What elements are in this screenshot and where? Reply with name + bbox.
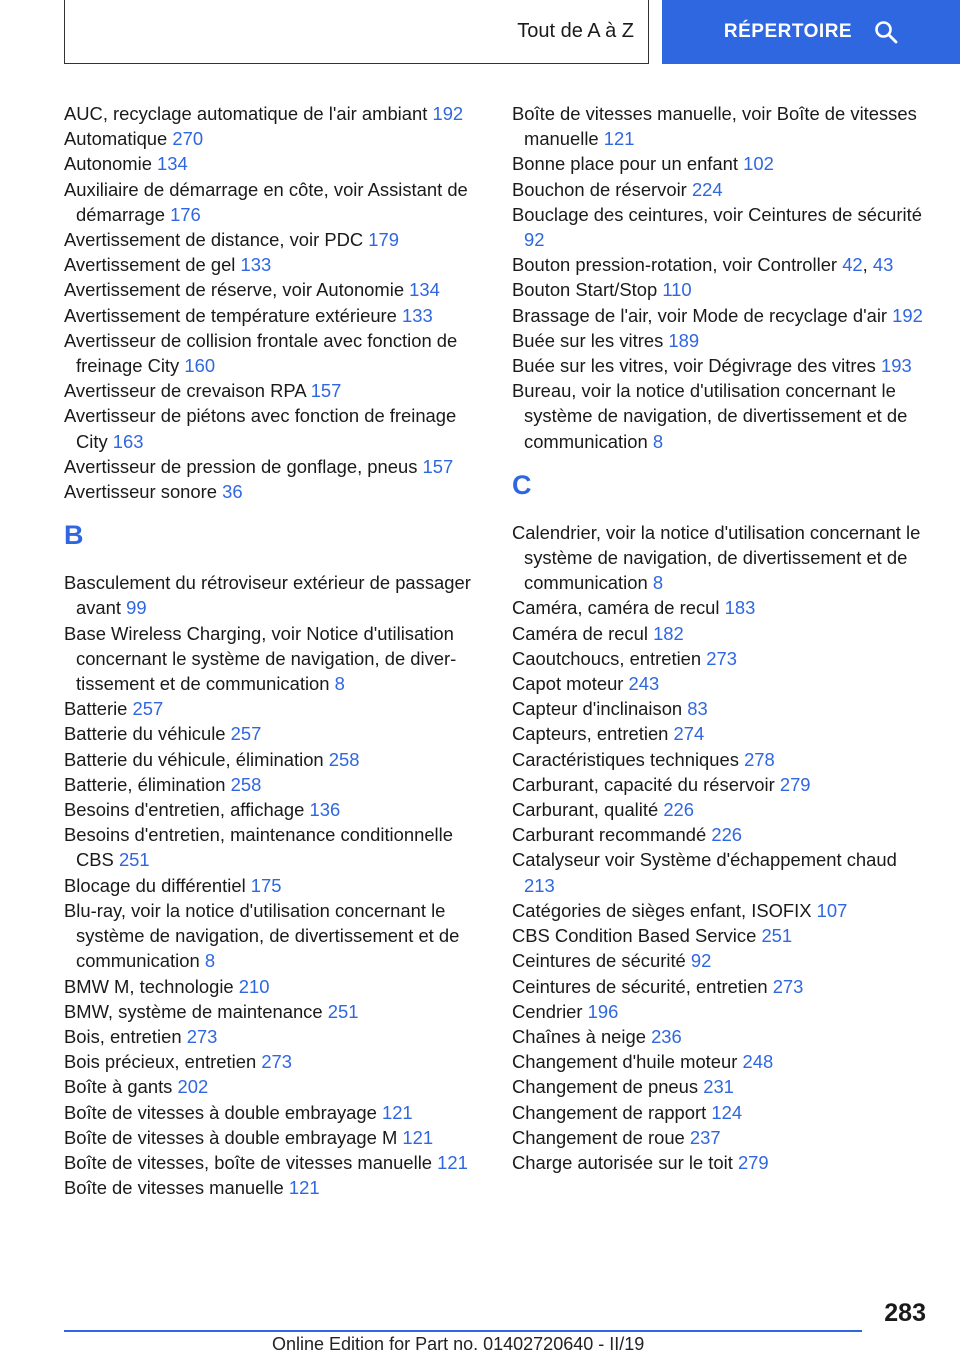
page-link[interactable]: 273	[772, 975, 804, 997]
page-link[interactable]: 121	[402, 1126, 434, 1148]
page-link[interactable]: 42	[842, 254, 863, 276]
index-letter-heading: C	[512, 469, 532, 500]
index-entry	[512, 177, 932, 202]
page-link[interactable]: 213	[524, 874, 555, 896]
index-entry-text: BMW, système de maintenance	[64, 1000, 323, 1022]
page-link[interactable]: 83	[687, 698, 708, 720]
index-entry	[64, 570, 484, 620]
index-entry-text: Caméra, caméra de recul	[512, 597, 720, 619]
page-link[interactable]: 8	[204, 950, 216, 972]
index-entry-text: Cendrier	[512, 1000, 583, 1022]
index-entry	[64, 303, 484, 328]
index-entry	[64, 1175, 484, 1200]
page-link[interactable]: 231	[703, 1076, 734, 1098]
index-entry	[64, 721, 484, 746]
page-link[interactable]: 8	[652, 572, 664, 594]
index-tab[interactable]	[662, 0, 960, 64]
page-link[interactable]: 43	[872, 254, 894, 276]
index-entry-text: Avertissement de réserve, voir Autonomie	[64, 279, 405, 301]
index-entry-text: Boîte de vitesses, boîte de vitesses manuelle	[64, 1151, 433, 1173]
index-entry	[64, 1100, 484, 1125]
index-entry-text: BMW M, technologie	[64, 975, 234, 997]
index-entry	[512, 520, 932, 596]
index-entry-text: Basculement du rétroviseur extérieur de passager avant	[64, 572, 471, 619]
page-link[interactable]: 192	[432, 103, 464, 124]
index-entry	[512, 277, 932, 302]
index-entry-text: Batterie du véhicule, élimination	[64, 748, 324, 770]
page-link[interactable]: 279	[737, 1151, 769, 1173]
page-link[interactable]: 270	[172, 128, 204, 150]
page-link[interactable]: 224	[691, 178, 723, 200]
page-link[interactable]: 124	[711, 1101, 743, 1123]
page-link[interactable]: 99	[126, 597, 147, 619]
index-entry-text: Buée sur les vitres	[512, 329, 664, 351]
page-link[interactable]: 110	[662, 279, 692, 301]
page-link[interactable]: 183	[724, 597, 756, 619]
index-entry-text: Catalyseur voir Système d'échappement chaud	[512, 849, 897, 871]
index-entry	[64, 227, 484, 252]
index-entry	[512, 1100, 932, 1125]
page-link[interactable]: 92	[524, 229, 545, 251]
page-link[interactable]: 102	[743, 153, 774, 175]
page-link[interactable]: 133	[240, 254, 272, 276]
index-entry-text: Besoins d'entretien, maintenance conditionnelle CBS	[64, 824, 453, 871]
index-entry	[512, 1024, 932, 1049]
page-link[interactable]: 8	[652, 430, 664, 452]
index-entry: Bouton pression-rotation, voir Controller 42, 43	[512, 254, 894, 276]
index-entry	[512, 328, 932, 353]
index-entry-text: Batterie du véhicule	[64, 723, 226, 745]
index-entry	[512, 721, 932, 746]
index-entry-text: Batterie	[64, 698, 128, 720]
index-entry	[512, 202, 932, 252]
page-link[interactable]: 237	[689, 1126, 721, 1148]
index-entry-text: CBS Condition Based Service	[512, 925, 757, 947]
index-entry-text: Changement d'huile moteur	[512, 1051, 738, 1073]
index-entry-text: Autonomie	[64, 153, 152, 175]
index-letter-heading: B	[64, 520, 84, 551]
index-entry-text: Blu-ray, voir la notice d'utilisation concernant le système de navigation, de divertissement et de communication	[64, 899, 460, 972]
index-entry	[64, 1049, 484, 1074]
index-entry	[512, 303, 932, 328]
index-entry-text: Changement de roue	[512, 1126, 685, 1148]
index-entry-text: Avertisseur de crevaison RPA	[64, 380, 306, 402]
index-entry-text: Caoutchoucs, entretien	[512, 647, 702, 669]
index-entry	[64, 328, 484, 378]
page-link[interactable]: 248	[742, 1051, 774, 1073]
index-entry	[64, 974, 484, 999]
footer-edition: Online Edition for Part no. 01402720640 - II/19	[272, 1334, 645, 1354]
page-link[interactable]: 273	[706, 647, 737, 669]
page-link[interactable]: 251	[761, 925, 793, 947]
page-link[interactable]: 107	[816, 899, 848, 921]
page-link[interactable]: 189	[668, 329, 700, 351]
index-entry-text: Carburant recommandé	[512, 824, 707, 846]
page-link[interactable]: 136	[309, 799, 341, 821]
index-entry-text: Bouton pression-rotation, voir Controller	[512, 254, 838, 276]
index-entry	[512, 797, 932, 822]
index-entry	[64, 797, 484, 822]
index-entry-text: Charge autorisée sur le toit	[512, 1151, 733, 1173]
index-entry	[64, 772, 484, 797]
index-entry	[64, 454, 484, 479]
index-entry-text: Auxiliaire de démarrage en côte, voir Assistant de démarrage	[64, 178, 468, 225]
index-entry	[512, 974, 932, 999]
page-link[interactable]: 236	[651, 1025, 682, 1047]
index-entry-text: Caméra de recul	[512, 622, 648, 644]
index-entry-text: Calendrier, voir la notice d'utilisation concernant le système de navigation, de divertissement et de communication	[512, 521, 921, 594]
page-link[interactable]: 121	[288, 1177, 320, 1199]
index-entry	[512, 898, 932, 923]
index-entry	[512, 923, 932, 948]
page-link[interactable]: 257	[230, 723, 262, 745]
index-entry	[512, 101, 932, 151]
index-entry	[512, 847, 932, 897]
page-link[interactable]: 133	[402, 304, 433, 326]
index-entry-text: Base Wireless Charging, voir Notice d'utilisation concernant le système de navigation, de divertissement et de communication	[64, 622, 457, 695]
index-entry	[512, 747, 932, 772]
index-entry	[64, 378, 484, 403]
index-entry	[64, 822, 484, 872]
index-entry	[512, 1074, 932, 1099]
index-column-left	[64, 101, 484, 1200]
index-entry-text: Bouclage des ceintures, voir Ceintures de sécurité	[512, 203, 922, 225]
page-link[interactable]: 278	[744, 748, 775, 770]
index-entry-text: Ceintures de sécurité	[512, 950, 686, 972]
page-link[interactable]: 273	[261, 1051, 292, 1073]
index-entry-text: Capteurs, entretien	[512, 723, 669, 745]
page-link[interactable]: 182	[653, 622, 684, 644]
page-link[interactable]: 121	[603, 128, 635, 150]
index-entry	[64, 873, 484, 898]
page-number: 283	[884, 1299, 926, 1327]
page-link[interactable]: 134	[409, 279, 440, 301]
index-entry	[512, 378, 932, 454]
page-link[interactable]: 196	[587, 1000, 619, 1022]
index-entry	[64, 696, 484, 721]
index-entry-text: Bureau, voir la notice d'utilisation concernant le système de navigation, de divertissement et de communication	[512, 380, 908, 452]
index-entry	[64, 1150, 484, 1175]
index-entry-text: Bois, entretien	[64, 1025, 182, 1047]
index-entry	[64, 999, 484, 1024]
page-link[interactable]: 92	[690, 950, 712, 972]
index-entry-text: Automatique	[64, 128, 168, 150]
page-link[interactable]: 210	[238, 975, 270, 997]
page-link[interactable]: 251	[327, 1000, 359, 1022]
index-entry	[512, 353, 932, 378]
index-entry	[64, 621, 484, 697]
page-link[interactable]: 179	[368, 229, 399, 251]
page-link[interactable]: 157	[422, 455, 454, 477]
page-link[interactable]: 8	[334, 673, 345, 695]
page-link[interactable]: 134	[157, 153, 188, 175]
page-link[interactable]: 193	[881, 355, 912, 377]
index-entry-text: Capot moteur	[512, 673, 624, 695]
index-entry	[64, 1024, 484, 1049]
page-link[interactable]: 157	[310, 380, 342, 402]
page-link[interactable]: 192	[892, 304, 923, 326]
index-entry-text: Brassage de l'air, voir Mode de recyclage d'air	[512, 304, 888, 326]
index-entry	[512, 621, 932, 646]
index-entry	[512, 646, 932, 671]
footer-divider	[64, 1330, 862, 1332]
index-entry	[512, 671, 932, 696]
index-entry	[64, 1074, 484, 1099]
index-entry	[64, 277, 484, 302]
index-entry	[64, 403, 484, 453]
index-entry	[512, 822, 932, 847]
index-tab-label: RÉPERTOIRE	[723, 21, 853, 42]
index-entry-text: Avertissement de température extérieure	[64, 304, 397, 326]
page-link[interactable]: 273	[186, 1025, 218, 1047]
index-entry-text: Avertisseur de piétons avec fonction de freinage City	[64, 405, 457, 452]
index-entry-text: Buée sur les vitres, voir Dégivrage des vitres	[512, 355, 876, 377]
search-icon[interactable]	[874, 20, 898, 44]
index-entry-text: Avertisseur de collision frontale avec fonction de freinage City	[64, 329, 458, 377]
index-entry-text: Bouchon de réservoir	[512, 178, 687, 200]
page-link[interactable]: 279	[779, 773, 811, 795]
index-entry	[512, 151, 932, 176]
page-link[interactable]: 258	[328, 748, 360, 770]
index-entry-text: Chaînes à neige	[512, 1025, 646, 1047]
page-link[interactable]: 226	[663, 799, 695, 821]
index-entry-text: Changement de rapport	[512, 1101, 707, 1123]
index-entry	[64, 1125, 484, 1150]
index-entry-text: Boîte de vitesses manuelle	[64, 1177, 284, 1199]
index-entry-text: Bouton Start/Stop	[512, 279, 658, 301]
page-link[interactable]: 257	[132, 698, 164, 720]
index-entry	[512, 1150, 932, 1175]
index-entry-text: Batterie, élimination	[64, 773, 226, 795]
index-entry	[64, 177, 484, 227]
index-entry	[512, 772, 932, 797]
index-entry	[64, 898, 484, 974]
page-link[interactable]: 36	[222, 481, 243, 503]
page-link[interactable]: 202	[177, 1076, 209, 1098]
index-entry-text: Ceintures de sécurité, entretien	[512, 975, 768, 997]
index-entry	[64, 479, 484, 504]
index-entry	[512, 1049, 932, 1074]
page-link[interactable]: 160	[184, 355, 216, 377]
section-tab[interactable]	[64, 0, 649, 64]
index-entry-text: Capteur d'inclinaison	[512, 698, 683, 720]
index-entry-text: Avertisseur sonore	[64, 481, 217, 503]
index-entry	[64, 252, 484, 277]
index-entry-text: Carburant, qualité	[512, 799, 659, 821]
index-entry	[512, 1125, 932, 1150]
section-title: Tout de A à Z	[517, 20, 634, 42]
index-entry	[512, 696, 932, 721]
page-link[interactable]: 121	[437, 1151, 468, 1173]
index-entry	[512, 948, 932, 973]
page-link[interactable]: 175	[250, 874, 282, 896]
index-entry-text: Bois précieux, entretien	[64, 1051, 257, 1073]
index-column-right	[512, 101, 932, 1175]
index-entry-text: Changement de pneus	[512, 1076, 699, 1098]
index-entry-text: Boîte de vitesses à double embrayage M	[64, 1126, 398, 1148]
index-entry-text: Avertisseur de pression de gonflage, pneus	[64, 455, 418, 477]
index-entry-text: Catégories de sièges enfant, ISOFIX	[512, 899, 812, 921]
index-entry	[512, 999, 932, 1024]
page-link[interactable]: 163	[112, 430, 144, 452]
index-entry	[64, 747, 484, 772]
page-link[interactable]: 258	[230, 773, 262, 795]
page-link[interactable]: 176	[170, 203, 201, 225]
index-entry-text: Avertissement de distance, voir PDC	[64, 229, 364, 251]
index-entry	[64, 151, 484, 176]
index-entry-text: Boîte de vitesses manuelle, voir Boîte de vitesses manuelle	[512, 103, 917, 150]
index-entry-text: AUC, recyclage automatique de l'air ambiant	[64, 103, 428, 124]
index-entry	[512, 595, 932, 620]
index-entry-text: Bonne place pour un enfant	[512, 153, 738, 175]
index-entry-text: Avertissement de gel	[64, 254, 236, 276]
page-link[interactable]: 251	[118, 849, 150, 871]
index-entry	[64, 126, 484, 151]
page-link[interactable]: 226	[711, 824, 743, 846]
page-link[interactable]: 243	[628, 673, 660, 695]
index-entry	[64, 101, 484, 126]
page-link[interactable]: 274	[673, 723, 705, 745]
index-entry-text: Boîte à gants	[64, 1076, 173, 1098]
index-entry-text: Besoins d'entretien, affichage	[64, 799, 305, 821]
index-entry-text: Carburant, capacité du réservoir	[512, 773, 775, 795]
page-link[interactable]: 121	[381, 1101, 413, 1123]
index-entry-text: Caractéristiques techniques	[512, 748, 739, 770]
index-entry-text: Blocage du différentiel	[64, 874, 246, 896]
index-entry-text: Boîte de vitesses à double embrayage	[64, 1101, 377, 1123]
